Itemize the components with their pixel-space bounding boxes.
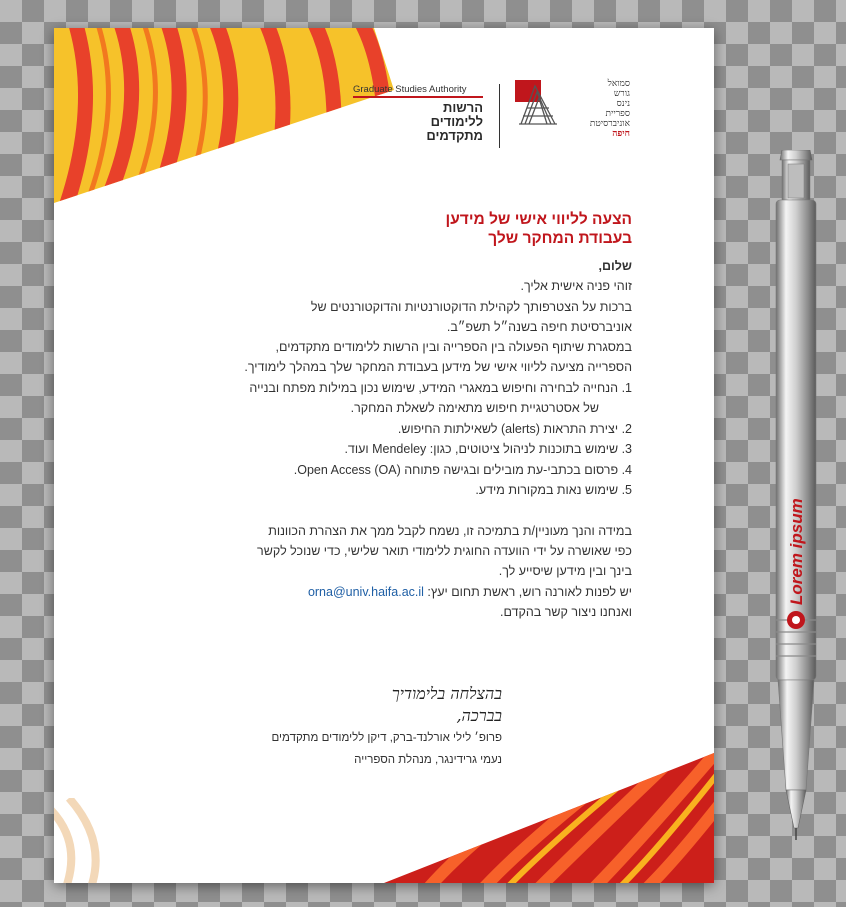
final-line: ואנחנו ניצור קשר בהקדם. (499, 604, 632, 619)
university-name-line: חיפה (612, 128, 630, 138)
intro-line: הספרייה מציעה לליווי אישי של מידען בעבודת המחקר שלך במהלך לימודיך. (244, 360, 632, 375)
signer-librarian: נעמי גרידינגר, מנהלת הספרייה (354, 754, 502, 766)
list-item-number: 2. (621, 421, 632, 436)
list-item-text: שימוש בתוכנות לניהול ציטוטים, כגון: Mendeley ועוד. (344, 442, 619, 457)
list-item (214, 460, 632, 481)
handwritten-signature (202, 683, 502, 727)
list-item-text: יצירת התראות (alerts) לשאילתות החיפוש. (397, 421, 619, 436)
gsa-hebrew-line: מתקדמים (426, 128, 483, 143)
signature-block (202, 683, 502, 771)
decorative-stripes-bottom (384, 753, 714, 883)
gsa-english-name: Graduate Studies Authority (353, 84, 483, 98)
library-subtitle-line: נינס (616, 98, 630, 108)
library-subtitle-line: סמואל (607, 78, 630, 88)
list-item-number: 3. (621, 442, 632, 457)
list-item (214, 439, 632, 460)
pen-icon (766, 150, 826, 840)
list-item-text: שימוש נאות במקורות מידע. (475, 483, 619, 498)
paragraph-gap (214, 501, 632, 521)
closing-line: במידה והנך מעוניין/ת בתמיכה זו, נשמח לקבל ממך את הצהרת הכוונות (268, 523, 632, 538)
list-item (214, 378, 632, 419)
letter-title-line: הצעה לליווי אישי של מידען (445, 211, 632, 228)
signature-script-line: בהצלחה בלימודיך (391, 684, 502, 703)
university-name-line: אוניברסיטת (589, 118, 630, 128)
pen-brand-text: Lorem ipsum (787, 498, 806, 605)
service-list (214, 378, 632, 501)
list-item-text: פרסום בכתבי-עת מובילים ובגישה פתוחה Open Access (OA). (293, 462, 619, 477)
gsa-hebrew-name (353, 101, 483, 143)
list-item-number: 5. (621, 483, 632, 498)
signer-dean: פרופ׳ לילי אורלנד-ברק, דיקן ללימודים מתקדמים (271, 732, 502, 744)
list-item-continuation: של אסטרטגיית חיפוש מתאימה לשאלת המחקר. (350, 401, 599, 416)
contact-email-link[interactable]: orna@univ.haifa.ac.il (307, 584, 424, 599)
logo-divider (499, 84, 500, 148)
signature-script-line: בברכה, (456, 706, 502, 725)
intro-line: אוניברסיטת חיפה בשנה״ל תשפ״ב. (446, 319, 632, 334)
list-item-number: 4. (621, 462, 632, 477)
closing-line: כפי שאושרה על ידי הוועדה החוגית ללימודי תואר שלישי, כדי שנוכל לקשר (257, 544, 632, 559)
list-item (214, 480, 632, 501)
list-item (214, 419, 632, 440)
letter-paper (54, 28, 714, 883)
graduate-studies-authority-logo (353, 84, 483, 143)
contact-text: יש לפנות לאורנה רוש, ראשת תחום יעץ: (427, 584, 632, 599)
letter-body (214, 210, 632, 622)
gsa-hebrew-line: הרשות (443, 100, 483, 115)
intro-line: ברכות על הצטרפותך לקהילת הדוקטורנטיות והדוקטורנטים של (310, 299, 632, 314)
university-library-emblem-icon (515, 78, 560, 130)
list-item-text: הנחייה לבחירה וחיפוש במאגרי המידע, שימוש נכון במילות מפתח ובנייה (249, 380, 619, 395)
header-logos (330, 78, 630, 188)
library-subtitle-line: גורש (613, 88, 630, 98)
greeting: שלום, (598, 259, 632, 273)
letter-title-line: בעבודת המחקר שלך (488, 230, 632, 247)
decorative-stripes-bottom-left (54, 798, 114, 883)
university-name-line: ספריית (605, 108, 630, 118)
university-name (574, 78, 630, 152)
intro-line: זוהי פניה אישית אליך. (520, 279, 632, 294)
gsa-hebrew-line: ללימודים (430, 114, 483, 129)
intro-line: במסגרת שיתוף הפעולה בין הספרייה ובין הרשות ללימודים מתקדמים, (275, 340, 632, 355)
contact-line (214, 582, 632, 602)
closing-line: בינך ובין מידען שיסייע לך. (498, 564, 632, 579)
letter-title (214, 210, 632, 248)
list-item-number: 1. (621, 380, 632, 395)
